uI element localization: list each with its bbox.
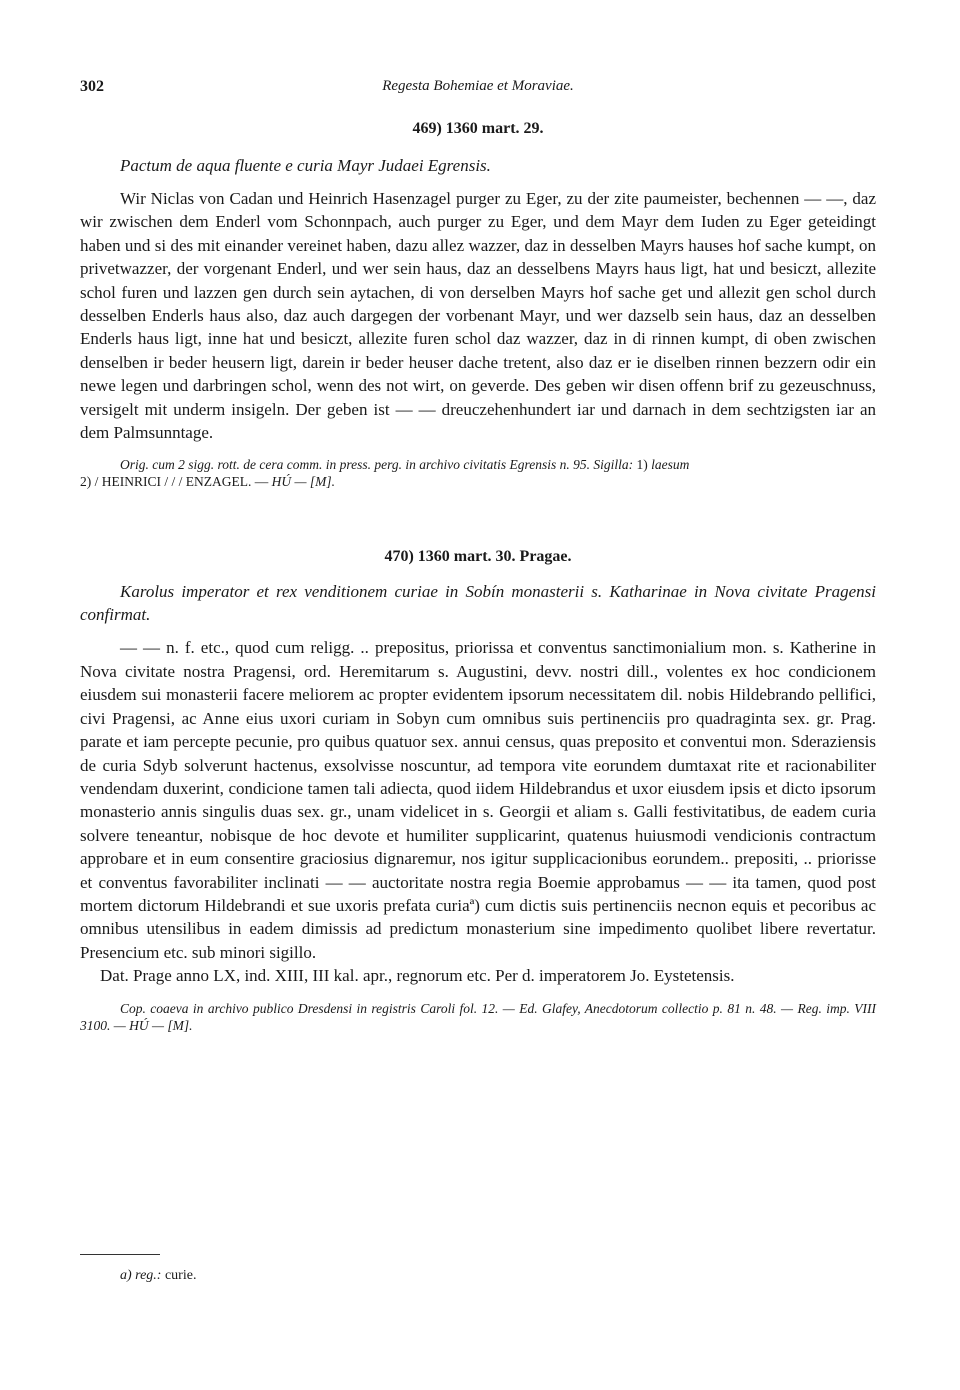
footnote — [120, 1268, 196, 1284]
footnote-text: curie. — [164, 1268, 197, 1283]
apparatus-source: Cop. coaeva in archivo publico Dresdensi in registris Caroli fol. 12. — Ed. Glafey, Anecdotorum collectio p. 81 n. 48. — Reg. imp. VIII 3100. — HÚ — [M]. — [80, 1000, 876, 1033]
entry-regest: Pactum de aqua fluente e curia Mayr Judaei Egrensis. — [120, 156, 491, 175]
apparatus-seal-number: 1) — [636, 457, 648, 473]
apparatus-line — [80, 473, 876, 490]
entry-apparatus — [80, 1000, 876, 1034]
page-number: 302 — [80, 78, 104, 95]
apparatus-editor: HÚ — [M]. — [271, 474, 335, 490]
apparatus-source: Orig. cum 2 sigg. rott. de cera comm. in press. perg. in archivo civitatis Egrensis n. 95. Sigilla: — [120, 457, 634, 473]
page — [80, 70, 876, 1034]
entry-heading: 469) 1360 mart. 29. — [412, 120, 544, 137]
footnote-rule — [80, 1254, 160, 1255]
running-title: Regesta Bohemiae et Moraviae. — [382, 78, 574, 94]
entry-text — [80, 187, 876, 444]
apparatus-line — [80, 456, 876, 473]
entry-paragraph: — — n. f. etc., quod cum religg. .. prepositus, priorissa et conventus sanctimonialium mon. s. Katherine in Nova civitate nostra Pragensi, ord. Heremitarum s. Augustini, devv. nostri dill., volentes ex hoc condicionem eiusdem sui monasterii facere meliorem ac propter evidentem ipsorum necessitatem dil. nobis Hildebrando pellifici, civi Pragensi, ac Anne eius uxori curiam in Sobyn cum omnibus suis pertinenciis pro quadraginta sex. gr. Prag. parate et iam percepte pecunie, pro quibus quatuor sex. annui census, quas preposito et conventui mon. Sderaziensis de curia Sdyb solverunt hactenus, exsolvisse noscuntur, ad tempora vite eorundem dumtaxat rite et racionabiliter vendendam duxerint, condicione tamen tali adiecta, quod iidem Hildebrandus et uxor eiusdem ipsis et dicto ipsorum monasterio annis singulis duas sex. gr., unam videlicet in s. Georgii et aliam s. Galli festivitatibus, de eadem curia solvere teneantur, nobisque de hoc devote et humiliter supplicarint, quatenus huiusmodi vendicionis contractum approbare et in eum consentire graciosius dignaremur, nos igitur supplicacionibus eorundem.. prepositi, .. priorisse et conventus favorabiliter inclinati — — auctoritate nostra regia Boemie approbamus — — ita tamen, quod post mortem dictorum Hildebrandi et sue uxoris prefata curiaª) cum dictis suis pertinenciis necnon equis et pecoribus ac omnibus utensilibus in eadem dimissis ad predictum monasterium sine impedimento quolibet libere revertatur. Presencium etc. sub minori sigillo. — [80, 638, 876, 962]
footnote-label: a) reg.: — [120, 1268, 162, 1283]
entry-text — [80, 636, 876, 987]
entry-regest: Karolus imperator et rex venditionem curiae in Sobín monasterii s. Katharinae in Nova civitate Pragensi confirmat. — [80, 582, 876, 625]
apparatus-seal-legend: 2) / HEINRICI / / / ENZAGEL. — — [80, 474, 269, 490]
entry-heading: 470) 1360 mart. 30. Pragae. — [384, 548, 572, 566]
entry-apparatus — [80, 456, 876, 490]
apparatus-seal-note: laesum — [651, 457, 690, 473]
running-head — [80, 70, 876, 98]
entry-dating-clause: Dat. Prage anno LX, ind. XIII, III kal. apr., regnorum etc. Per d. imperatorem Jo. Eystetensis. — [100, 966, 735, 986]
entry-paragraph: Wir Niclas von Cadan und Heinrich Hasenzagel purger zu Eger, zu der zite paumeister, bechennen — —, daz wir zwischen dem Enderl vom Schonnpach, auch purger zu Eger, und dem Mayr dem Iuden zu Eger geteidingt haben und si des mit einander vereinet haben, dazu allez wazzer, daz in desselben Mayrs hauses hof sache kumpt, on privetwazzer, der vorgenant Enderl, und wer sein haus, daz an desselbens Mayrs haus ligt, hat und besiczt, allezite schol furen und lazzen gen durch sein aytachen, di von derselben Mayrs hof sache get und allezit gen schol durch desselben Enderls haus also, daz auch dargegen der vorbenant Mayr, und wer dazselb sein haus, daz an desselben Enderls haus ligt, inne hat und besiczt, allezite furen schol daz wazzer, daz in di rinnen kumpt, di oben zwischen denselben ir beder heusern ligt, darein ir beder heuser dache tretent, also daz er ie diselben rinnen bezzern odir ein newe legen und darbringen schol, wenn des not wirt, on geverde. Des geben wir disen offenn brif zu gezeuschnuss, versigelt mit underm insigeln. Der geben ist — — dreuczehenhundert iar und darnach in dem sechtzigsten iar an dem Palmsunntage. — [80, 189, 876, 443]
